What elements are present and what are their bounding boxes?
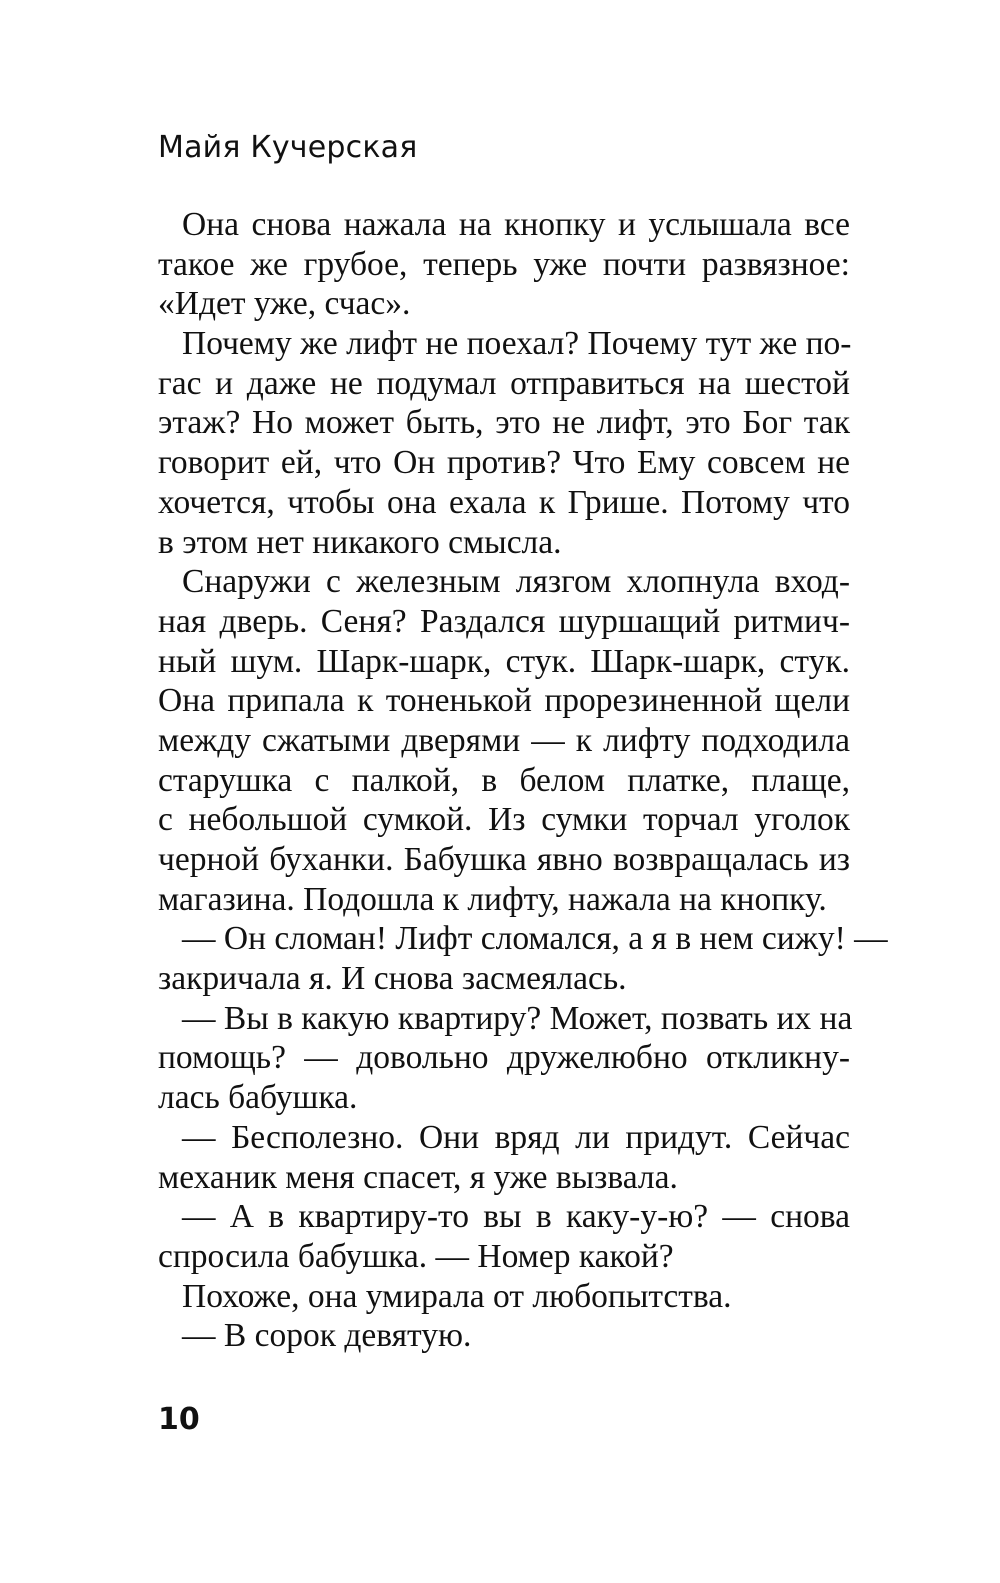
text-line: — А в квартиру-то вы в каку-у-ю? — снова (182, 1198, 850, 1236)
text-line: Снаружи с железным лязгом хлопнула вход- (182, 563, 850, 601)
text-line: — Он сломан! Лифт сломался, а я в нем сижу! — (182, 920, 888, 958)
body-text (158, 205, 888, 1356)
text-line: старушка с палкой, в белом платке, плаще, (158, 761, 850, 799)
text-line: — В сорок девятую. (182, 1317, 472, 1355)
text-line: Почему же лифт не поехал? Почему тут же по- (182, 325, 852, 363)
text-line: в этом нет никакого смысла. (158, 523, 562, 561)
text-line: говорит ей, что Он против? Что Ему совсем не (158, 444, 850, 482)
text-line: ный шум. Шарк-шарк, стук. Шарк-шарк, стук. (158, 642, 850, 680)
text-line: магазина. Подошла к лифту, нажала на кнопку. (158, 880, 827, 918)
text-line: хочется, чтобы она ехала к Грише. Потому что (158, 483, 850, 521)
text-line: такое же грубое, теперь уже почти развязное: (158, 245, 850, 283)
text-line: «Идет уже, счас». (158, 285, 411, 323)
text-line: — Вы в какую квартиру? Может, позвать их на (182, 999, 853, 1037)
text-line: ная дверь. Сеня? Раздался шуршащий ритмич- (158, 602, 850, 640)
text-line: закричала я. И снова засмеялась. (158, 960, 627, 998)
text-line: спросила бабушка. — Номер какой? (158, 1237, 674, 1275)
text-line: — Бесполезно. Они вряд ли придут. Сейчас (182, 1118, 850, 1156)
text-line: между сжатыми дверями — к лифту подходила (158, 721, 850, 759)
text-line: лась бабушка. (158, 1079, 358, 1117)
running-head-author: Майя Кучерская (158, 130, 418, 165)
text-line: черной буханки. Бабушка явно возвращалась из (158, 841, 850, 878)
text-line: этаж? Но может быть, это не лифт, это Бог так (158, 404, 850, 442)
text-line: гас и даже не подумал отправиться на шестой (158, 364, 850, 402)
text-line: помощь? — довольно дружелюбно откликну- (158, 1039, 850, 1077)
text-line: механик меня спасет, я уже вызвала. (158, 1158, 678, 1196)
text-line: Она снова нажала на кнопку и услышала все (182, 206, 850, 243)
text-line: Похоже, она умирала от любопытства. (182, 1277, 732, 1315)
text-line: с небольшой сумкой. Из сумки торчал уголок (158, 801, 850, 839)
page-number: 10 (158, 1402, 200, 1437)
text-line: Она припала к тоненькой прорезиненной щели (158, 682, 850, 720)
